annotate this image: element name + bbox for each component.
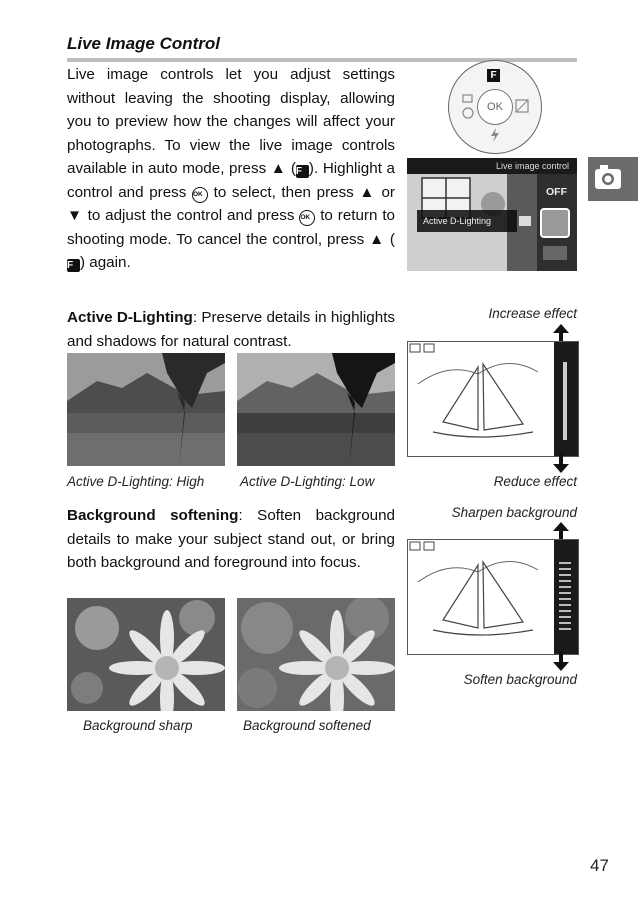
intro-text-3: to select, then press ▲ or ▼ to adjust the control and press bbox=[67, 183, 395, 224]
caption-bg-sharp: Background sharp bbox=[83, 718, 193, 733]
camera-icon bbox=[588, 157, 638, 201]
arrow-down-icon bbox=[553, 453, 569, 473]
sharpen-background-label: Sharpen background bbox=[451, 505, 577, 520]
reduce-effect-label: Reduce effect bbox=[493, 474, 577, 489]
ok-icon: OK bbox=[192, 187, 208, 203]
intro-text-1: Live image controls let you adjust settings without leaving the shooting display, allowing you to preview how the changes will affect your photographs. To view the live image controls available in auto mode, press ▲ ( bbox=[67, 66, 395, 177]
intro-text-5: ) again. bbox=[80, 254, 131, 271]
f-icon: F bbox=[67, 259, 80, 272]
f-icon: F bbox=[296, 165, 309, 178]
f-icon: F bbox=[487, 69, 500, 82]
caption-adl-high: Active D-Lighting: High bbox=[67, 474, 205, 489]
bg-term: Background softening bbox=[67, 507, 239, 524]
photo-adl-high bbox=[67, 353, 225, 466]
bg-desc: : Soften background details to make your subject stand out, or bring both background and foreground into focus. bbox=[67, 507, 395, 571]
page-number: 47 bbox=[590, 856, 609, 875]
section-title: Live Image Control bbox=[67, 34, 221, 53]
soften-background-label: Soften background bbox=[463, 672, 577, 687]
caption-bg-soft: Background softened bbox=[243, 718, 371, 733]
lcd-screen bbox=[407, 158, 577, 271]
intro-paragraph bbox=[67, 63, 395, 275]
self-timer-icon bbox=[459, 93, 477, 121]
adl-paragraph bbox=[67, 306, 395, 353]
photo-bg-sharp bbox=[67, 598, 225, 711]
adl-viewfinder bbox=[407, 341, 579, 457]
increase-effect-label: Increase effect bbox=[488, 306, 577, 321]
bg-paragraph bbox=[67, 504, 395, 575]
chapter-tab bbox=[588, 157, 638, 201]
exposure-icon bbox=[515, 99, 529, 113]
lcd-value: OFF bbox=[546, 186, 567, 198]
lcd-control-label: Active D-Lighting bbox=[417, 210, 517, 232]
adl-desc: : Preserve details in highlights and shadows for natural contrast. bbox=[67, 309, 396, 350]
bg-viewfinder bbox=[407, 539, 579, 655]
intro-text-2: ). Highlight a control and press bbox=[67, 160, 395, 201]
lcd-title: Live image control bbox=[407, 158, 577, 174]
multi-selector-icon bbox=[448, 60, 542, 154]
photo-adl-low bbox=[237, 353, 395, 466]
caption-adl-low: Active D-Lighting: Low bbox=[240, 474, 375, 489]
arrow-down-icon bbox=[553, 651, 569, 671]
flash-icon bbox=[489, 127, 501, 143]
adl-term: Active D-Lighting bbox=[67, 309, 193, 326]
ok-button-icon: OK bbox=[477, 89, 513, 125]
photo-bg-soft bbox=[237, 598, 395, 711]
intro-text-4: to return to shooting mode. To cancel the control, press ▲ ( bbox=[67, 207, 395, 248]
ok-icon: OK bbox=[299, 210, 315, 226]
